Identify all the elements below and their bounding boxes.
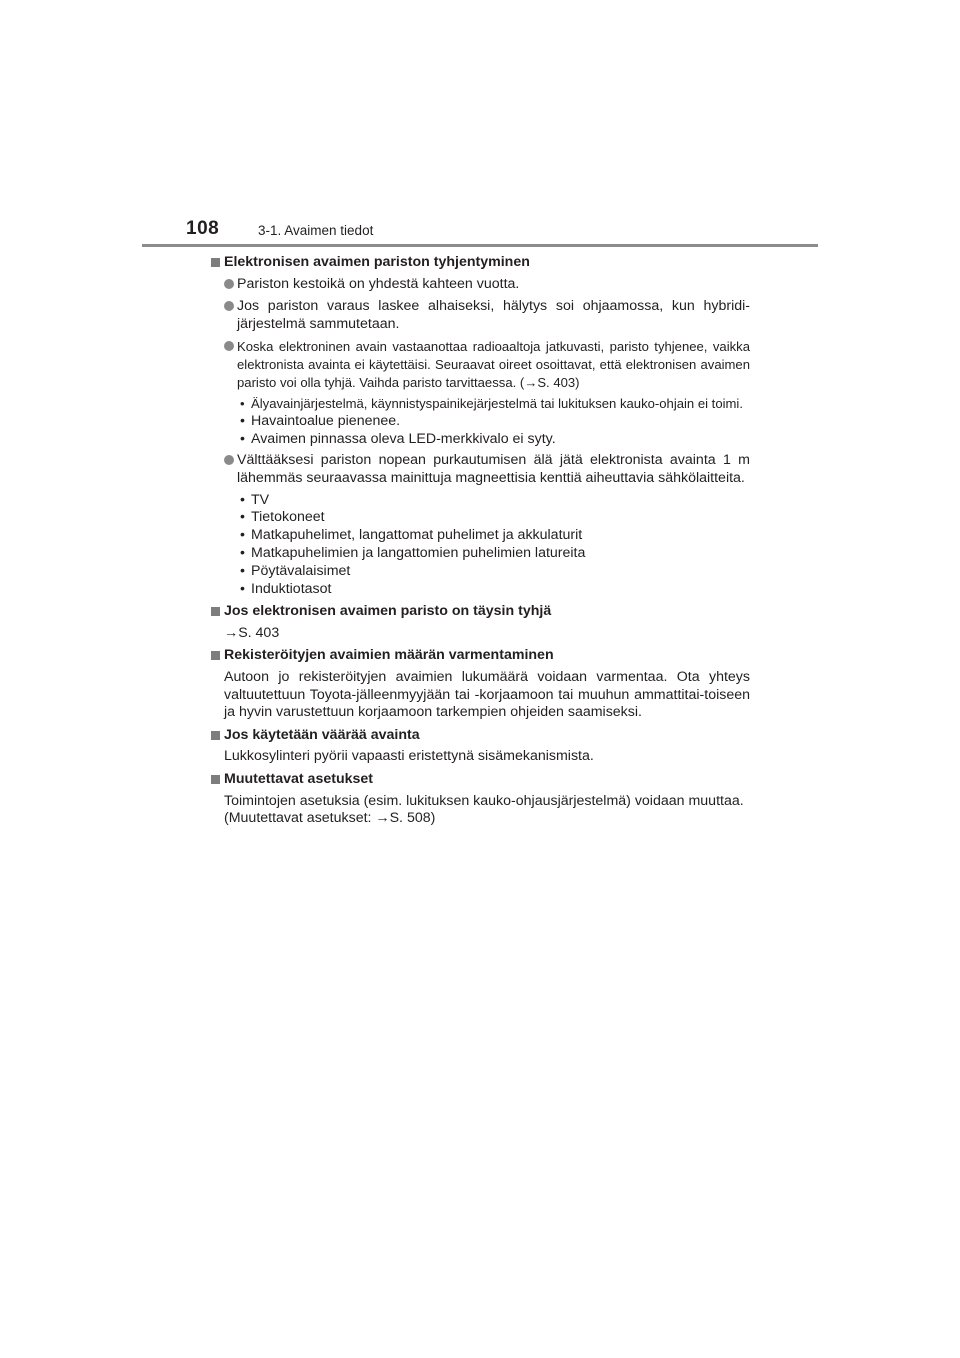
section-text: Autoon jo rekisteröityjen avaimien lukumäärä voidaan varmentaa. Ota yhteys valtuutettuun Toyota-jälleenmyyjään tai -korjaamoon tai muuhun ammattitai-toiseen ja hyvin varustettuun korjaamoon tarkempien ohjeiden saamiseksi. (224, 668, 750, 721)
page-reference: →S. 403 (224, 624, 280, 641)
round-bullet-icon (224, 301, 234, 311)
symptom-list (210, 395, 750, 448)
settings-reference: (Muutettavat asetukset: →S. 508) (224, 810, 436, 827)
section-heading-battery-drain: Elektronisen avaimen pariston tyhjentyminen (210, 254, 750, 272)
page-number: 108 (186, 218, 220, 239)
device-list (210, 492, 750, 599)
section-heading-wrong-key: Jos käytetään väärää avainta (210, 727, 750, 745)
list-item: • Matkapuhelimet, langattomat puhelimet ja akkulaturit (210, 527, 750, 545)
section-heading-registered-keys: Rekisteröityjen avaimien määrän varmentaminen (210, 647, 750, 665)
bullet-item: Jos pariston varaus laskee alhaiseksi, hälytys soi ohjaamossa, kun hybridi-järjestelmä sammutetaan. (210, 298, 750, 334)
round-bullet-icon (224, 455, 234, 465)
square-bullet-icon (211, 607, 220, 616)
bullet-item: Koska elektroninen avain vastaanottaa radioaaltoja jatkuvasti, paristo tyhjenee, vaikka elektronista avainta ei käytettäisi. Seuraavat oireet osoittavat, että elektronisen avaimen paristo voi olla tyhjä. Vaihda paristo tarvittaessa. (→S. 403) (210, 338, 750, 391)
square-bullet-icon (211, 258, 220, 267)
list-item: • Havaintoalue pienenee. (210, 413, 750, 431)
header-divider (142, 244, 818, 247)
section-heading-customizable-settings: Muutettavat asetukset (210, 771, 750, 789)
round-bullet-icon (224, 341, 234, 351)
list-item: • Älyavainjärjestelmä, käynnistyspainikejärjestelmä tai lukituksen kauko-ohjain ei toimi. (210, 395, 750, 413)
section-title: 3-1. Avaimen tiedot (258, 223, 374, 238)
square-bullet-icon (211, 651, 220, 660)
page-content (210, 254, 750, 832)
bullet-item: Pariston kestoikä on yhdestä kahteen vuotta. (210, 276, 750, 294)
round-bullet-icon (224, 279, 234, 289)
list-item: • Matkapuhelimien ja langattomien puhelimien latureita (210, 545, 750, 563)
section-heading-battery-empty: Jos elektronisen avaimen paristo on täysin tyhjä (210, 603, 750, 621)
square-bullet-icon (211, 775, 220, 784)
section-text: Toimintojen asetuksia (esim. lukituksen kauko-ohjausjärjestelmä) voidaan muuttaa. (224, 792, 744, 809)
list-item: • Tietokoneet (210, 509, 750, 527)
list-item: • Induktiotasot (210, 581, 750, 599)
list-item: • TV (210, 492, 750, 510)
square-bullet-icon (211, 731, 220, 740)
section-text: Lukkosylinteri pyörii vapaasti eristettynä sisämekanismista. (224, 748, 594, 765)
list-item: • Avaimen pinnassa oleva LED-merkkivalo ei syty. (210, 431, 750, 449)
page-header (186, 214, 818, 244)
list-item: • Pöytävalaisimet (210, 563, 750, 581)
bullet-item: Välttääksesi pariston nopean purkautumisen älä jätä elektronista avainta 1 m lähemmäs seuraavassa mainittuja magneettisia kenttiä aiheuttavia sähkölaitteita. (210, 452, 750, 488)
